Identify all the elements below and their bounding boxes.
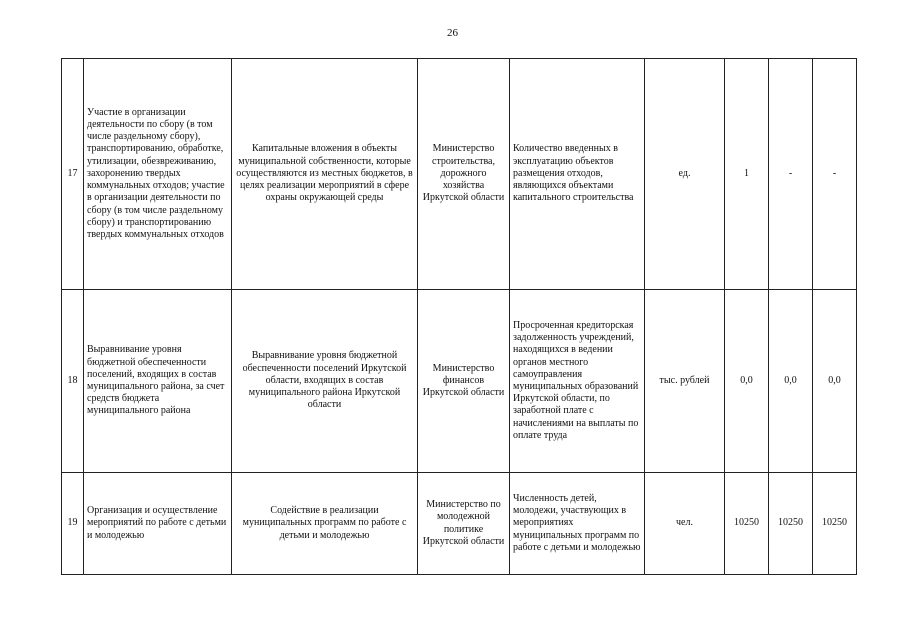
value-year-1: 0,0 <box>725 290 769 473</box>
value-year-3: - <box>813 59 857 290</box>
row-number: 19 <box>62 473 84 575</box>
value-year-1: 10250 <box>725 473 769 575</box>
unit: чел. <box>645 473 725 575</box>
value-year-2: 10250 <box>769 473 813 575</box>
program-table <box>61 58 857 575</box>
indicator: Количество введенных в эксплуатацию объектов размещения отходов, являющихся объектами капитального строительства <box>510 59 645 290</box>
table-row <box>62 59 857 290</box>
ministry: Министерство по молодежной политике Иркутской области <box>418 473 510 575</box>
value-year-1: 1 <box>725 59 769 290</box>
page-number: 26 <box>447 27 458 39</box>
activity-name: Участие в организации деятельности по сбору (в том числе раздельному сбору), транспортированию, обработке, утилизации, обезвреживанию, захоронению твердых коммунальных отходов; участие в организации деятельности по сбору (в том числе раздельному сбору) и транспортированию твердых коммунальных отходов <box>84 59 232 290</box>
activity-name: Выравнивание уровня бюджетной обеспеченности поселений, входящих в состав муниципального района, за счет средств бюджета муниципального района <box>84 290 232 473</box>
row-number: 17 <box>62 59 84 290</box>
ministry: Министерство строительства, дорожного хозяйства Иркутской области <box>418 59 510 290</box>
table-row <box>62 290 857 473</box>
unit: тыс. рублей <box>645 290 725 473</box>
unit: ед. <box>645 59 725 290</box>
subsidy-direction: Содействие в реализации муниципальных программ по работе с детьми и молодежью <box>232 473 418 575</box>
value-year-3: 0,0 <box>813 290 857 473</box>
indicator: Численность детей, молодежи, участвующих в мероприятиях муниципальных программ по работе с детьми и молодежью <box>510 473 645 575</box>
ministry: Министерство финансов Иркутской области <box>418 290 510 473</box>
value-year-3: 10250 <box>813 473 857 575</box>
value-year-2: - <box>769 59 813 290</box>
value-year-2: 0,0 <box>769 290 813 473</box>
row-number: 18 <box>62 290 84 473</box>
subsidy-direction: Выравнивание уровня бюджетной обеспеченности поселений Иркутской области, входящих в состав муниципального района Иркутской области <box>232 290 418 473</box>
activity-name: Организация и осуществление мероприятий по работе с детьми и молодежью <box>84 473 232 575</box>
subsidy-direction: Капитальные вложения в объекты муниципальной собственности, которые осуществляются из местных бюджетов, в целях реализации мероприятий в сфере охраны окружающей среды <box>232 59 418 290</box>
table-row <box>62 473 857 575</box>
indicator: Просроченная кредиторская задолженность учреждений, находящихся в ведении органов местного самоуправления муниципальных образований Иркутской области, по заработной плате с начислениями на выплаты по оплате труда <box>510 290 645 473</box>
